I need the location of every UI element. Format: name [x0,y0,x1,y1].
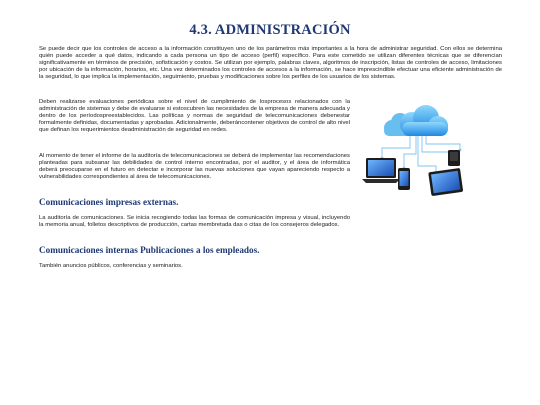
paragraph-3: Al momento de tener el informe de la auditoría de telecomunicaciones se deberá de implementar las recomendaciones planteadas para subsanar las debilidades de control interno encontradas, por el auditor, y el área de informática deberá preocuparse en el futuro en detectar e incorporar las nuevas soluciones que vayan apareciendo respecto a vulnerabilidades correspondientes al área de telecomunicaciones. [39,153,350,180]
paragraph-5: También anuncios públicos, conferencias y seminarios. [39,263,183,269]
heading-external-communications: Comunicaciones impresas externas. [39,197,179,207]
paragraph-4: La auditoría de comunicaciones. Se inicia recogiendo todas las formas de comunicación impresa y visual, incluyendo la memoria anual, folletos descriptivos de producción, cartas membretada das o citas de los consejeros delegados. [39,215,350,228]
paragraph-2: Deben realizarse evaluaciones periódicas sobre el nivel de cumplimiento de losprocesos relacionados con la administración de sistemas y debe de evaluarse si estoscubren las necesidades de la empresa de manera adecuada y dentro de los períodospreestablecidos. Las políticas y normas de seguridad de telecomunicaciones debenestar formalmente definidas, documentadas y aprobadas. Adicionalmente, deberáncontener objetivos de control de alto nivel que definan los requerimientos deadministración de seguridad en redes. [39,99,350,133]
paragraph-1: Se puede decir que los controles de acceso a la información constituyen uno de los parámetros más importantes a la hora de administrar seguridad. Con ellos se determina quién puede acceder a qué datos, indicando a cada persona un tipo de acceso (perfil) específico. Para este cometido se utilizan diferentes técnicas que se diferencian significativamente en términos de precisión, sofisticación y costos. Se utilizan por ejemplo, palabras claves, algoritmos de inscripción, listas de controles de acceso, limitaciones por ubicación de la información, horarios, etc. Una vez determinados los controles de accesos a la información, se hace imprescindible efectuar una eficiente administración de la seguridad, lo que implica la implementación, seguimiento, pruebas y modificaciones sobre los perfiles de los usuarios de los sistemas. [39,46,502,80]
page-title: 4.3. ADMINISTRACIÓN [189,22,351,38]
cloud-devices-icon [360,104,470,206]
heading-internal-communications: Comunicaciones internas Publicaciones a los empleados. [39,245,260,255]
